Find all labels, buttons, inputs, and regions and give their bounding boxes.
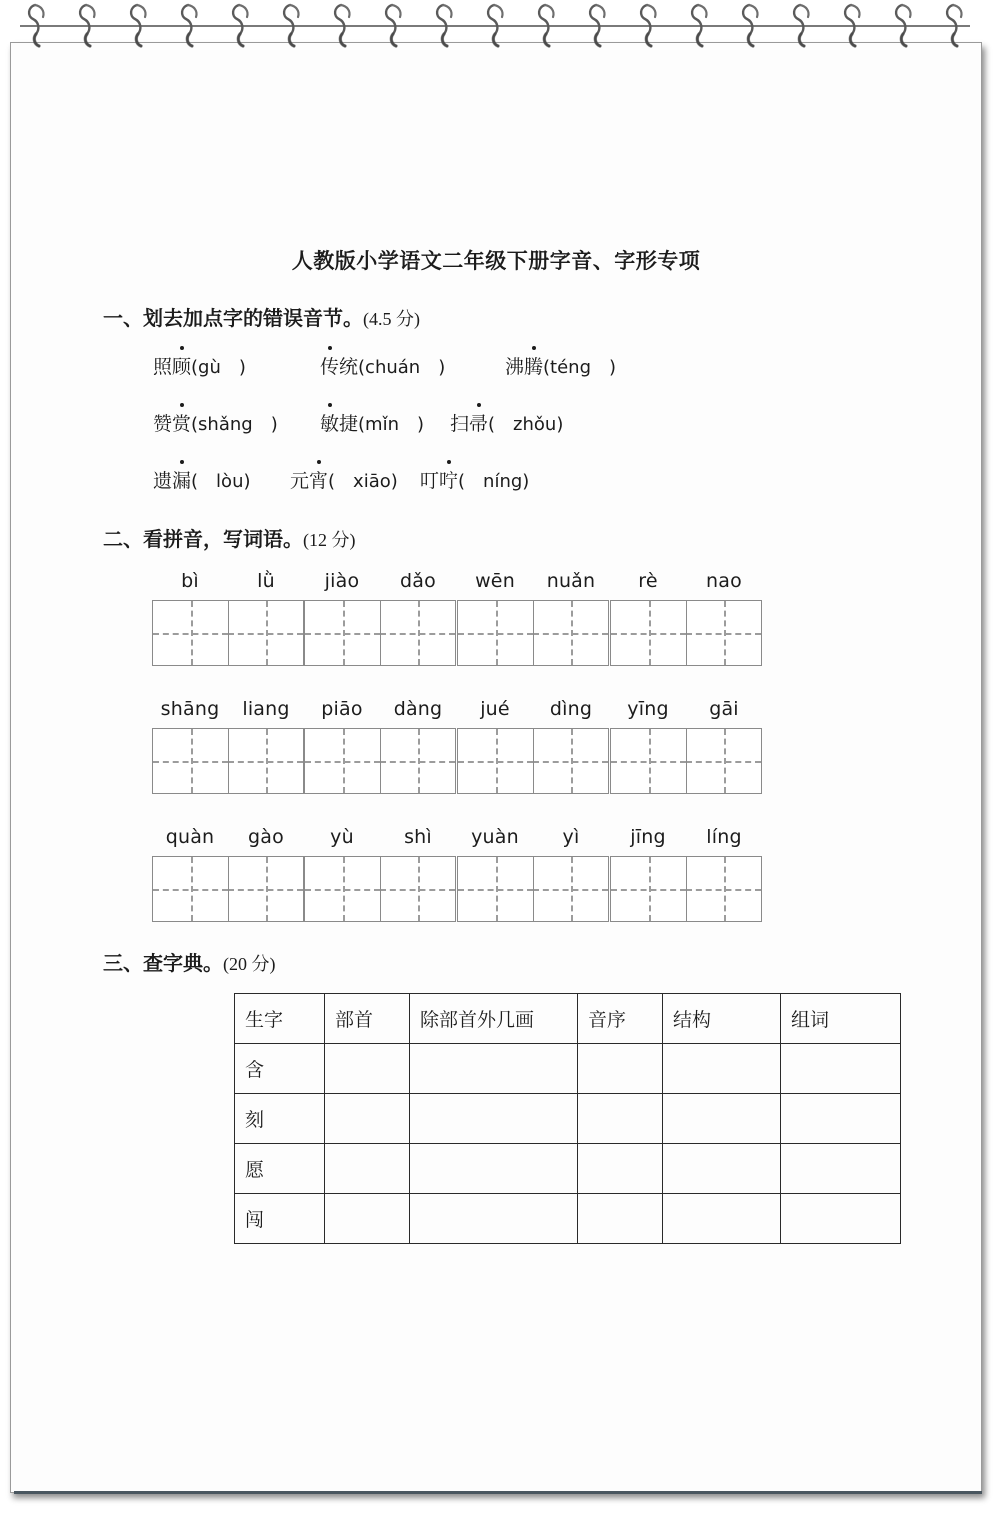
pinyin-syllable: shāng — [160, 698, 220, 720]
structure-answer-cell[interactable] — [663, 1194, 781, 1244]
table-row — [235, 1194, 901, 1244]
pinyin-syllable: yuàn — [471, 826, 519, 848]
character-cell: 刻 — [235, 1094, 325, 1144]
pinyin-syllable: lǜ — [257, 570, 275, 592]
tianzige-divider — [380, 857, 381, 921]
initial-answer-cell[interactable] — [578, 1194, 663, 1244]
tianzige-horizontal-guide — [611, 633, 686, 635]
tianzige-divider — [686, 857, 687, 921]
pinyin-label-group — [457, 826, 609, 854]
pinyin-label-group — [457, 570, 609, 598]
pinyin-answer-slot[interactable]: (mǐn ) — [358, 414, 425, 435]
tianzige-horizontal-guide — [305, 761, 380, 763]
dotted-target-character: 帚 — [469, 409, 488, 436]
page-title: 人教版小学语文二年级下册字音、字形专项 — [291, 249, 701, 273]
initial-answer-cell[interactable] — [578, 1044, 663, 1094]
tianzige-box-pair[interactable] — [304, 728, 456, 794]
radical-answer-cell[interactable] — [325, 1094, 410, 1144]
pinyin-syllable: líng — [706, 826, 742, 848]
pinyin-answer-slot[interactable]: (gù ) — [191, 357, 246, 378]
tianzige-cell[interactable] — [611, 601, 686, 665]
radical-answer-cell[interactable] — [325, 1144, 410, 1194]
exercise-1-item[interactable] — [290, 466, 398, 493]
tianzige-horizontal-guide — [686, 633, 761, 635]
structure-answer-cell[interactable] — [663, 1044, 781, 1094]
word-answer-cell[interactable] — [781, 1144, 901, 1194]
pinyin-syllable: dǎo — [400, 570, 436, 592]
tianzige-horizontal-guide — [305, 633, 380, 635]
exercise-1-item[interactable] — [153, 352, 246, 379]
dictionary-table-head — [235, 994, 901, 1044]
exercise-3-text: 查字典。 — [143, 953, 223, 975]
exercise-1-item[interactable] — [450, 409, 563, 436]
pinyin-syllable: nuǎn — [546, 570, 596, 592]
tianzige-cell[interactable] — [153, 729, 228, 793]
exercise-2-text: 看拼音，写词语。 — [143, 529, 303, 551]
pinyin-syllable: gào — [248, 826, 284, 848]
tianzige-cell[interactable] — [305, 601, 380, 665]
tianzige-cell[interactable] — [228, 601, 303, 665]
spiral-ring-icon — [128, 2, 154, 52]
word-char-plain: 元 — [290, 471, 310, 492]
tianzige-cell[interactable] — [686, 601, 761, 665]
tianzige-divider — [686, 729, 687, 793]
word-answer-cell[interactable] — [781, 1194, 901, 1244]
tianzige-cell[interactable] — [305, 729, 380, 793]
word-char-plain: 捷 — [339, 414, 359, 435]
exercise-1-number: 一、 — [103, 308, 143, 330]
pinyin-label-group — [457, 698, 609, 726]
tianzige-cell[interactable] — [686, 729, 761, 793]
spiral-ring-icon — [485, 2, 511, 52]
table-column-header: 生字 — [235, 994, 325, 1044]
tianzige-horizontal-guide — [458, 761, 533, 763]
spiral-ring-icon — [77, 2, 103, 52]
spiral-ring-icon — [26, 2, 52, 52]
pinyin-label-group — [610, 826, 762, 854]
tianzige-divider — [533, 729, 534, 793]
pinyin-syllable: jué — [480, 698, 510, 720]
exercise-1-item[interactable] — [320, 352, 445, 379]
pinyin-label-group — [610, 570, 762, 598]
dictionary-table-body — [235, 1044, 901, 1244]
tianzige-horizontal-guide — [686, 761, 761, 763]
initial-answer-cell[interactable] — [578, 1144, 663, 1194]
tianzige-cell[interactable] — [380, 857, 455, 921]
tianzige-box-pair[interactable] — [152, 856, 304, 922]
tianzige-box-pair[interactable] — [304, 600, 456, 666]
tianzige-horizontal-guide — [611, 889, 686, 891]
pinyin-syllable: yù — [330, 826, 354, 848]
spiral-ring-icon — [434, 2, 460, 52]
stroke-count-answer-cell[interactable] — [410, 1144, 578, 1194]
tianzige-divider — [228, 857, 229, 921]
spiral-ring-icon — [893, 2, 919, 52]
word-char-plain: 遗 — [153, 471, 173, 492]
tianzige-divider — [380, 601, 381, 665]
pinyin-answer-slot[interactable]: ( zhǒu) — [488, 414, 564, 435]
tianzige-horizontal-guide — [533, 633, 608, 635]
tianzige-divider — [228, 729, 229, 793]
pinyin-syllable: shì — [404, 826, 432, 848]
pinyin-answer-slot[interactable]: (téng ) — [543, 357, 617, 378]
spiral-ring-icon — [587, 2, 613, 52]
pinyin-label-group — [610, 698, 762, 726]
pinyin-label-group — [152, 698, 304, 726]
pinyin-row — [10, 826, 982, 856]
tianzige-horizontal-guide — [228, 761, 303, 763]
tianzige-horizontal-guide — [611, 761, 686, 763]
table-column-header: 结构 — [663, 994, 781, 1044]
exercise-1-item[interactable] — [153, 409, 278, 436]
dictionary-lookup-table — [234, 993, 901, 1244]
table-column-header: 组词 — [781, 994, 901, 1044]
word-char-plain: 扫 — [450, 414, 470, 435]
dotted-target-character: 传 — [320, 352, 339, 379]
dotted-target-character: 敏 — [320, 409, 339, 436]
tianzige-cell[interactable] — [228, 729, 303, 793]
word-char-plain: 沸 — [505, 357, 525, 378]
pinyin-syllable: piāo — [321, 698, 363, 720]
pinyin-row — [10, 698, 982, 728]
tianzige-horizontal-guide — [153, 889, 228, 891]
table-row — [235, 1144, 901, 1194]
tianzige-cell[interactable] — [380, 601, 455, 665]
stroke-count-answer-cell[interactable] — [410, 1094, 578, 1144]
pinyin-syllable: gāi — [709, 698, 739, 720]
tianzige-cell[interactable] — [533, 601, 608, 665]
tianzige-cell[interactable] — [228, 857, 303, 921]
table-row — [235, 1094, 901, 1144]
tianzige-horizontal-guide — [533, 889, 608, 891]
exercise-2-heading — [103, 523, 356, 552]
pinyin-syllable: liang — [242, 698, 290, 720]
tianzige-cell[interactable] — [380, 729, 455, 793]
tianzige-divider — [228, 601, 229, 665]
tianzige-cell[interactable] — [458, 857, 533, 921]
exercise-2-number: 二、 — [103, 529, 143, 551]
tianzige-box-pair[interactable] — [610, 856, 762, 922]
tianzige-box-pair[interactable] — [457, 728, 609, 794]
bottom-rule-line — [14, 1491, 982, 1494]
character-cell: 含 — [235, 1044, 325, 1094]
pinyin-syllable: dàng — [393, 698, 443, 720]
pinyin-answer-slot[interactable]: ( lòu) — [191, 471, 251, 492]
word-char-plain: 赞 — [153, 414, 173, 435]
tianzige-cell[interactable] — [458, 729, 533, 793]
pinyin-label-group — [304, 826, 456, 854]
spiral-ring-icon — [332, 2, 358, 52]
pinyin-syllable: bì — [181, 570, 199, 592]
pinyin-syllable: rè — [638, 570, 658, 592]
tianzige-divider — [380, 729, 381, 793]
tianzige-horizontal-guide — [533, 761, 608, 763]
tianzige-box-pair[interactable] — [610, 728, 762, 794]
word-answer-cell[interactable] — [781, 1094, 901, 1144]
tianzige-box-pair[interactable] — [152, 600, 304, 666]
tianzige-horizontal-guide — [228, 633, 303, 635]
tianzige-horizontal-guide — [458, 633, 533, 635]
tianzige-cell[interactable] — [611, 857, 686, 921]
table-column-header: 音序 — [578, 994, 663, 1044]
spiral-ring-icon — [536, 2, 562, 52]
table-row — [235, 1044, 901, 1094]
pinyin-label-group — [304, 698, 456, 726]
spiral-ring-icon — [179, 2, 205, 52]
pinyin-label-group — [152, 826, 304, 854]
tianzige-horizontal-guide — [153, 761, 228, 763]
tianzige-cell[interactable] — [611, 729, 686, 793]
structure-answer-cell[interactable] — [663, 1094, 781, 1144]
exercise-1-heading — [103, 302, 420, 331]
table-column-header: 除部首外几画 — [410, 994, 578, 1044]
exercise-1-text: 划去加点字的错误音节。 — [143, 308, 363, 330]
pinyin-answer-slot[interactable]: (shǎng ) — [191, 414, 278, 435]
spiral-ring-icon — [842, 2, 868, 52]
pinyin-label-group — [152, 570, 304, 598]
spiral-ring-icon — [383, 2, 409, 52]
pinyin-row — [10, 570, 982, 600]
tianzige-cell[interactable] — [533, 857, 608, 921]
dotted-target-character: 赏 — [172, 409, 191, 436]
dotted-target-character: 宵 — [309, 466, 328, 493]
table-column-header: 部首 — [325, 994, 410, 1044]
word-char-plain: 统 — [339, 357, 359, 378]
pinyin-syllable: jīng — [630, 826, 666, 848]
pinyin-label-group — [304, 570, 456, 598]
spiral-ring-icon — [689, 2, 715, 52]
tianzige-cell[interactable] — [533, 729, 608, 793]
pinyin-syllable: jiào — [324, 570, 360, 592]
exercise-1-item[interactable] — [505, 352, 616, 379]
tianzige-horizontal-guide — [380, 889, 455, 891]
tianzige-horizontal-guide — [153, 633, 228, 635]
stroke-count-answer-cell[interactable] — [410, 1194, 578, 1244]
exercise-2-points: (12 分) — [303, 530, 356, 550]
tianzige-horizontal-guide — [458, 889, 533, 891]
spiral-ring-icon — [230, 2, 256, 52]
pinyin-syllable: quàn — [165, 826, 215, 848]
tianzige-horizontal-guide — [380, 633, 455, 635]
writing-grid-row — [10, 728, 982, 796]
spiral-ring-icon — [791, 2, 817, 52]
writing-grid-row — [10, 856, 982, 924]
spiral-binding — [0, 0, 1000, 60]
word-char-plain: 叮 — [420, 471, 440, 492]
initial-answer-cell[interactable] — [578, 1094, 663, 1144]
tianzige-box-pair[interactable] — [152, 728, 304, 794]
tianzige-horizontal-guide — [228, 889, 303, 891]
dotted-target-character: 咛 — [439, 466, 458, 493]
spiral-ring-icon — [638, 2, 664, 52]
dotted-target-character: 漏 — [172, 466, 191, 493]
table-header-row — [235, 994, 901, 1044]
tianzige-box-pair[interactable] — [304, 856, 456, 922]
tianzige-horizontal-guide — [305, 889, 380, 891]
tianzige-divider — [686, 601, 687, 665]
pinyin-answer-slot[interactable]: (chuán ) — [358, 357, 446, 378]
tianzige-divider — [533, 857, 534, 921]
tianzige-box-pair[interactable] — [457, 600, 609, 666]
spiral-ring-icon — [740, 2, 766, 52]
character-cell: 闯 — [235, 1194, 325, 1244]
tianzige-cell[interactable] — [686, 857, 761, 921]
tianzige-cell[interactable] — [305, 857, 380, 921]
tianzige-cell[interactable] — [153, 857, 228, 921]
word-char-plain: 照 — [153, 357, 173, 378]
dotted-target-character: 腾 — [524, 352, 543, 379]
tianzige-cell[interactable] — [153, 601, 228, 665]
exercise-3-points: (20 分) — [223, 954, 276, 974]
radical-answer-cell[interactable] — [325, 1044, 410, 1094]
worksheet-content — [10, 42, 982, 1493]
spiral-ring-icon — [281, 2, 307, 52]
exercise-3-heading — [103, 947, 276, 976]
writing-grid-row — [10, 600, 982, 668]
dotted-target-character: 顾 — [172, 352, 191, 379]
exercise-3-number: 三、 — [103, 953, 143, 975]
exercise-1-item[interactable] — [420, 466, 529, 493]
pinyin-answer-slot[interactable]: ( xiāo) — [328, 471, 398, 492]
pinyin-syllable: yīng — [627, 698, 669, 720]
structure-answer-cell[interactable] — [663, 1144, 781, 1194]
tianzige-box-pair[interactable] — [610, 600, 762, 666]
pinyin-syllable: dìng — [549, 698, 593, 720]
word-answer-cell[interactable] — [781, 1044, 901, 1094]
pinyin-syllable: nao — [706, 570, 742, 592]
pinyin-syllable: yì — [562, 826, 580, 848]
exercise-1-item[interactable] — [153, 466, 251, 493]
pinyin-answer-slot[interactable]: ( níng) — [458, 471, 530, 492]
exercise-1-points: (4.5 分) — [363, 309, 420, 329]
tianzige-horizontal-guide — [380, 761, 455, 763]
radical-answer-cell[interactable] — [325, 1194, 410, 1244]
stroke-count-answer-cell[interactable] — [410, 1044, 578, 1094]
exercise-1-item[interactable] — [320, 409, 424, 436]
tianzige-horizontal-guide — [686, 889, 761, 891]
tianzige-cell[interactable] — [458, 601, 533, 665]
character-cell: 愿 — [235, 1144, 325, 1194]
pinyin-syllable: wēn — [475, 570, 515, 592]
spiral-ring-icon — [944, 2, 970, 52]
tianzige-box-pair[interactable] — [457, 856, 609, 922]
tianzige-divider — [533, 601, 534, 665]
